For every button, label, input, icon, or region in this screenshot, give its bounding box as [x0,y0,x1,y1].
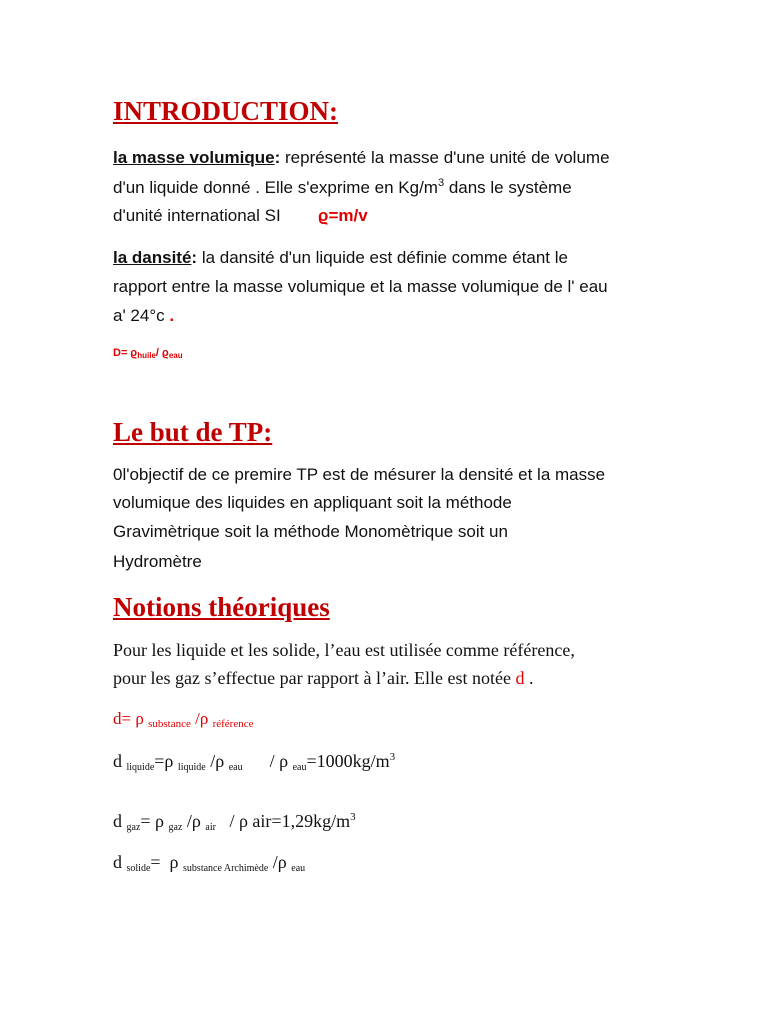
eq4-sub-3: eau [291,863,306,874]
eq1-sub-substance: substance [148,718,191,730]
intro-line-3: d'unité international SI [113,206,281,225]
formula-density [113,347,183,360]
notions-line-2 [113,668,534,689]
eq3-part-c: /ρ [182,811,206,831]
heading-introduction: INTRODUCTION: [113,96,339,126]
eq2-sup: 3 [389,751,396,763]
equation-gaz [113,811,356,833]
notions-line-2-text: pour les gaz s’effectue par rapport à l’air. Elle est notée [113,668,511,688]
eq3-part-d: / ρ air=1,29kg/m [215,811,351,831]
eq4-part-b: = ρ [150,852,184,872]
intro-line-2 [113,177,572,198]
formula-sub-huile: huile [137,351,156,360]
formula-d: D= ϱ [113,347,138,359]
equation-general [113,709,253,730]
but-line-2: volumique des liquides en appliquant soit la méthode [113,493,512,512]
densite-line-1 [113,248,568,268]
but-line-4: Hydromètre [113,552,202,571]
but-line-1: 0l'objectif de ce premire TP est de mésurer la densité et la masse [113,465,606,484]
eq2-part-c: /ρ [205,751,229,771]
formula-sub-eau: eau [168,351,183,360]
eq2-sub-3: eau [228,762,243,773]
formula-rho: ϱ=m/v [318,206,368,225]
densite-line-2: rapport entre la masse volumique et la masse volumique de l' eau [113,277,608,296]
equation-solide [113,852,305,874]
eq1-sub-reference: référence [212,718,254,730]
notions-dot: . [524,668,534,688]
eq4-sub-1: solide [126,863,151,874]
term-masse-volumique: la masse volumique [113,148,275,167]
eq2-part-d: / ρ [242,751,293,771]
but-line-3: Gravimètrique soit la méthode Monomètrique soit un [113,522,508,541]
intro-line-1-text: représenté la masse d'une unité de volume [280,148,610,167]
heading-but: Le but de TP: [113,417,273,447]
densite-dot: . [164,306,175,325]
equation-liquide [113,751,395,773]
eq3-part-b: = ρ [140,811,169,831]
intro-line-2-sup: 3 [437,177,445,189]
term-colon: : [274,148,281,167]
eq3-part-a: d [113,811,127,831]
eq3-sub-1: gaz [126,822,141,833]
intro-line-2-text-a: d'un liquide donné . Elle s'exprime en Kg/m [113,178,438,197]
intro-line-2-text-b: dans le système [444,178,572,197]
formula-slash: / ϱ [155,347,169,359]
eq2-part-b: =ρ [154,751,178,771]
notions-d: d [511,668,525,688]
heading-notions: Notions théoriques [113,592,330,622]
eq4-sub-2: substance Archimède [183,863,269,874]
eq1-part-a: d= ρ [113,709,149,728]
eq2-sub-2: liquide [177,762,206,773]
eq2-sub-4: eau [292,762,307,773]
eq3-sub-3: air [205,822,216,833]
eq2-part-e: =1000kg/m [306,751,390,771]
eq3-sup: 3 [350,811,356,823]
densite-line-3 [113,306,174,326]
intro-line-1 [113,148,610,168]
notions-line-1: Pour les liquide et les solide, l’eau est utilisée comme référence, [113,640,575,660]
eq3-sub-2: gaz [168,822,183,833]
term-colon-2: : [191,248,198,267]
densite-line-3-text: a' 24°c [113,306,165,325]
eq1-part-b: /ρ [190,709,213,728]
eq2-sub-1: liquide [126,762,155,773]
eq2-part-a: d [113,751,127,771]
eq4-part-c: /ρ [268,852,292,872]
eq4-part-a: d [113,852,127,872]
densite-line-1-text: la dansité d'un liquide est définie comme étant le [197,248,568,267]
term-dansite: la dansité [113,248,192,267]
